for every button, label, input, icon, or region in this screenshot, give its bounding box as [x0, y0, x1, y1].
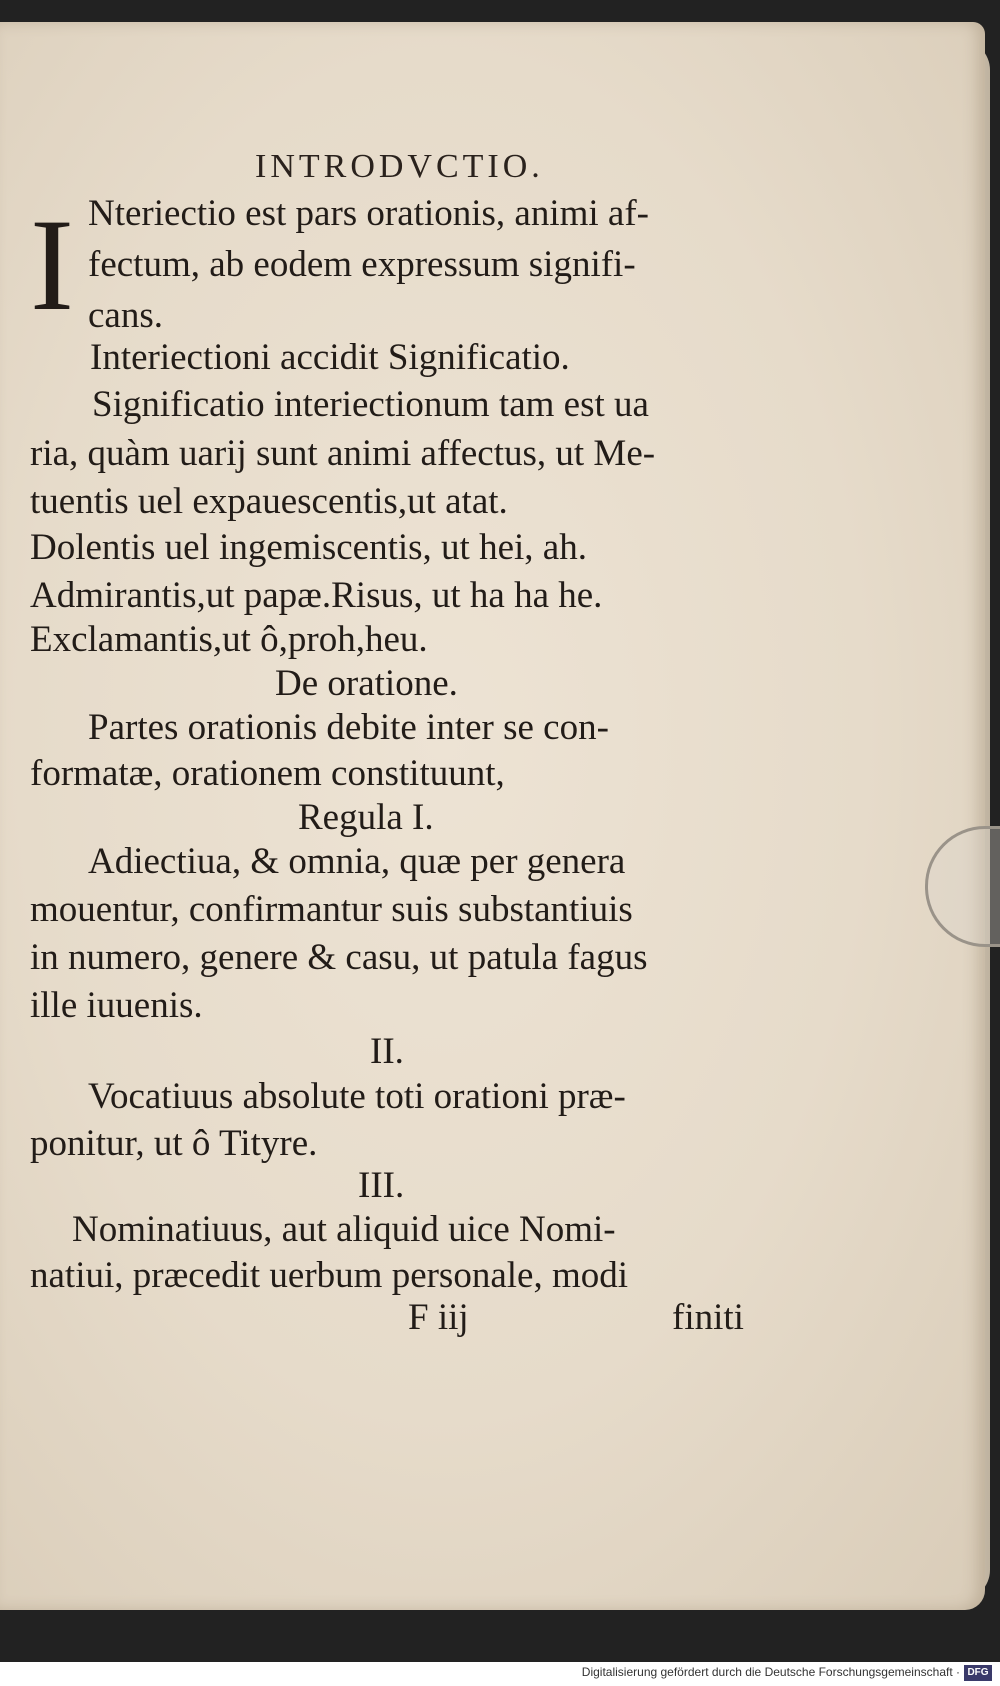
text-line: natiui, præcedit uerbum personale, modi: [30, 1255, 629, 1296]
text-line: ria, quàm uarij sunt animi affectus, ut Me-: [30, 433, 656, 474]
drop-cap: I: [30, 191, 74, 338]
rule-heading: III.: [358, 1165, 405, 1206]
text-line: in numero, genere & casu, ut patula fagus: [30, 937, 648, 978]
text-line: formatæ, orationem constituunt,: [30, 753, 505, 794]
running-head: INTRODVCTIO.: [255, 148, 544, 185]
text-line: ponitur, ut ô Tityre.: [30, 1123, 318, 1164]
text-line: Nteriectio est pars orationis, animi af-: [88, 193, 649, 234]
text-line: tuentis uel expauescentis,ut atat.: [30, 481, 508, 522]
text-line: Significatio interiectionum tam est ua: [92, 384, 649, 425]
signature-mark: F iij: [408, 1297, 469, 1338]
rule-heading: II.: [370, 1031, 404, 1072]
text-line: Nominatiuus, aut aliquid uice Nomi-: [72, 1209, 616, 1250]
text-line-2: fectum, ab eodem expressum signifi-: [88, 244, 636, 285]
text-line: Vocatiuus absolute toti orationi præ-: [88, 1076, 626, 1117]
text-line: Partes orationis debite inter se con-: [88, 707, 609, 748]
text-line: Interiectioni accidit Significatio.: [90, 337, 570, 378]
section-heading: De oratione.: [275, 663, 458, 704]
digitization-credit: Digitalisierung gefördert durch die Deutsche Forschungsgemeinschaft ·: [581, 1665, 960, 1679]
text-line: Exclamantis,ut ô,proh,heu.: [30, 619, 428, 660]
text-line: cans.: [88, 295, 163, 336]
text-line: ille iuuenis.: [30, 985, 203, 1026]
text-line: Dolentis uel ingemiscentis, ut hei, ah.: [30, 527, 587, 568]
text-line: Admirantis,ut papæ.Risus, ut ha ha he.: [30, 575, 603, 616]
rule-heading: Regula I.: [298, 797, 434, 838]
dfg-logo-icon: DFG: [964, 1665, 992, 1681]
catchword: finiti: [672, 1297, 744, 1338]
text-line: Adiectiua, & omnia, quæ per genera: [88, 841, 626, 882]
text-line: mouentur, confirmantur suis substantiuis: [30, 889, 633, 930]
